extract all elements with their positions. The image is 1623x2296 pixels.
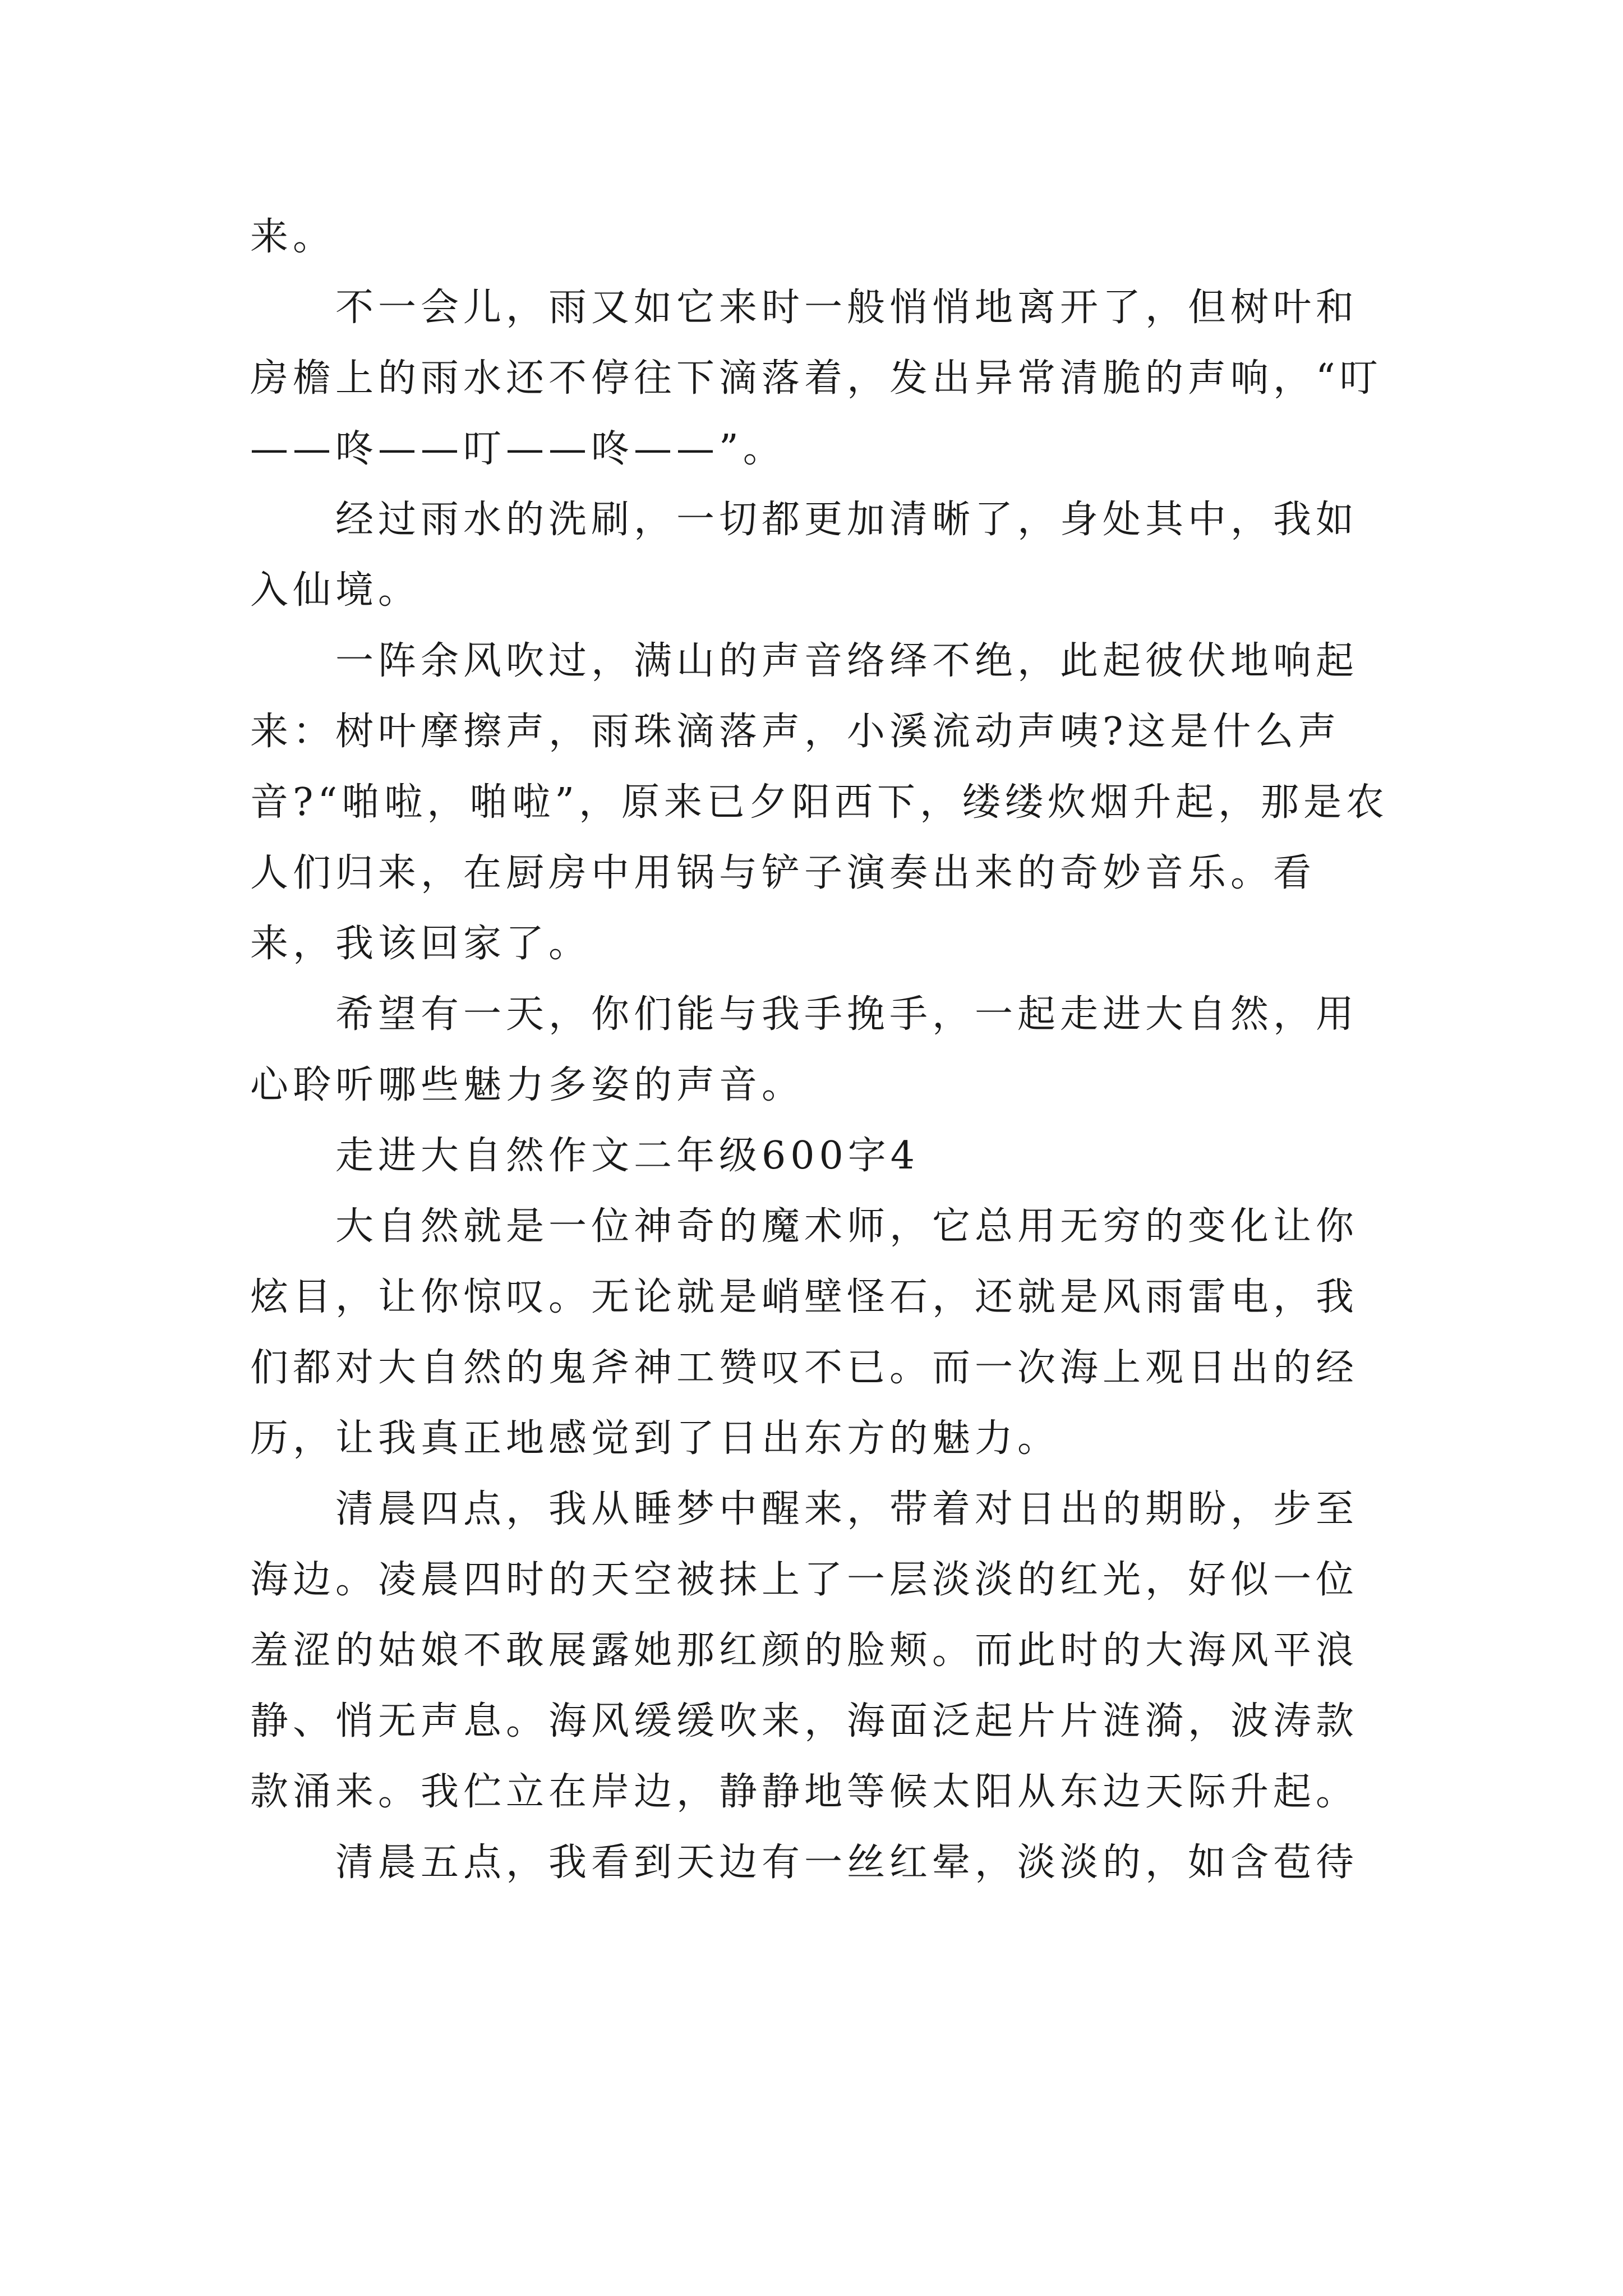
document-body	[250, 202, 1394, 1898]
paragraph: 大自然就是一位神奇的魔术师，它总用无穷的变化让你炫目，让你惊叹。无论就是峭壁怪石，还就是风雨雷电，我们都对大自然的鬼斧神工赞叹不已。而一次海上观日出的经历，让我真正地感觉到了日出东方的魅力。	[250, 1204, 1359, 1461]
paragraph: 清晨四点，我从睡梦中醒来，带着对日出的期盼，步至海边。凌晨四时的天空被抹上了一层淡淡的红光，好似一位羞涩的姑娘不敢展露她那红颜的脸颊。而此时的大海风平浪静、悄无声息。海风缓缓吹来，海面泛起片片涟漪，波涛款款涌来。我伫立在岸边，静静地等候太阳从东边天际升起。	[250, 1487, 1359, 1814]
section-heading: 走进大自然作文二年级600字4	[335, 1134, 920, 1178]
paragraph: 不一会儿，雨又如它来时一般悄悄地离开了，但树叶和房檐上的雨水还不停往下滴落着，发出异常清脆的声响，“叮——咚——叮——咚——”。	[250, 286, 1382, 471]
paragraph: 来。	[250, 215, 336, 259]
paragraph: 一阵余风吹过，满山的声音络绎不绝，此起彼伏地响起来：树叶摩擦声，雨珠滴落声，小溪流动声咦?这是什么声音?“啪啦，啪啦”，原来已夕阳西下，缕缕炊烟升起，那是农人们归来，在厨房中用锅与铲子演奏出来的奇妙音乐。看来，我该回家了。	[250, 639, 1389, 966]
paragraph: 希望有一天，你们能与我手挽手，一起走进大自然，用心聆听哪些魅力多姿的声音。	[250, 992, 1359, 1107]
paragraph: 清晨五点，我看到天边有一丝红晕，淡淡的，如含苞待	[335, 1841, 1359, 1885]
paragraph: 经过雨水的洗刷，一切都更加清晰了，身处其中，我如入仙境。	[250, 498, 1359, 613]
